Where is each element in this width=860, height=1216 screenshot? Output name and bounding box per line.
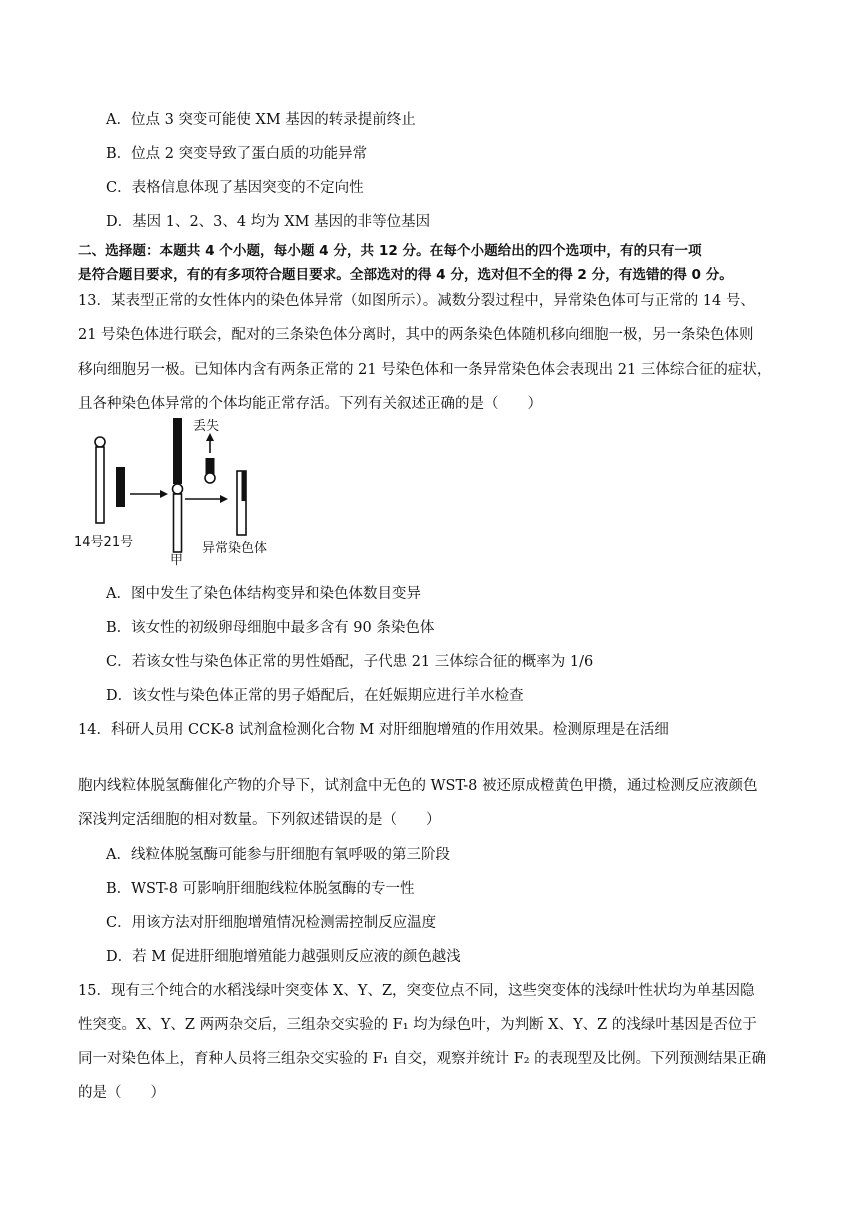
chromosome-14: [95, 437, 105, 523]
q15-stem-line3: 同一对染色体上，育种人员将三组杂交实验的 F₁ 自交，观察并统计 F₂ 的表现型及比例。下列预测结果正确: [78, 1051, 767, 1067]
q15-stem-line2: 性突变。X、Y、Z 两两杂交后，三组杂交实验的 F₁ 均为绿色叶，为判断 X、Y、Z 的浅绿叶基因是否位于: [78, 1017, 757, 1033]
chromosome-21: [116, 467, 125, 507]
q14-option-d: D．若 M 促进肝细胞增殖能力越强则反应液的颜色越浅: [106, 949, 461, 965]
q12-option-b: B．位点 2 突变导致了蛋白质的功能异常: [106, 146, 368, 162]
q15-stem-line1: 15．现有三个纯合的水稻浅绿叶突变体 X、Y、Z，突变位点不同，这些突变体的浅绿叶性状均为单基因隐: [78, 983, 755, 999]
chromosome-figure: [74, 418, 304, 570]
q12-option-d: D．基因 1、2、3、4 均为 XM 基因的非等位基因: [106, 214, 431, 230]
q14-option-a: A．线粒体脱氢酶可能参与肝细胞有氧呼吸的第三阶段: [106, 847, 450, 863]
q13-option-b: B．该女性的初级卵母细胞中最多含有 90 条染色体: [106, 620, 435, 636]
q12-option-c: C．表格信息体现了基因突变的不定向性: [106, 180, 364, 196]
q13-stem-line2: 21 号染色体进行联会，配对的三条染色体分离时，其中的两条染色体随机移向细胞一极，另一条染色体则: [78, 327, 754, 343]
section2-instructions-line1: 二、选择题：本题共 4 个小题，每小题 4 分，共 12 分。在每个小题给出的四个选项中，有的只有一项: [78, 243, 702, 259]
abnormal-chromosome: [237, 471, 247, 535]
q14-stem-line1: 14．科研人员用 CCK-8 试剂盒检测化合物 M 对肝细胞增殖的作用效果。检测原理是在活细: [78, 722, 669, 738]
arrow-to-jia: [130, 490, 168, 498]
q13-option-a: A．图中发生了染色体结构变异和染色体数目变异: [106, 586, 421, 602]
label-lost: 丢失: [193, 419, 220, 434]
q15-stem-line4: 的是（ ）: [78, 1085, 165, 1101]
q13-stem-line4: 且各种染色体异常的个体均能正常存活。下列有关叙述正确的是（ ）: [78, 396, 542, 412]
label-14-21: 14号21号: [74, 535, 134, 550]
lost-fragment: [205, 433, 215, 483]
section2-instructions-line2: 是符合题目要求，有的有多项符合题目要求。全部选对的得 4 分，选对但不全的得 2 分，有选错的得 0 分。: [78, 267, 733, 283]
q14-stem-line3: 深浅判定活细胞的相对数量。下列叙述错误的是（ ）: [78, 812, 441, 828]
q14-option-b: B．WST-8 可影响肝细胞线粒体脱氢酶的专一性: [106, 881, 415, 897]
q13-option-d: D．该女性与染色体正常的男子婚配后，在妊娠期应进行羊水检查: [106, 688, 524, 704]
label-abnormal-chromosome: 异常染色体: [202, 541, 268, 556]
arrow-to-abnormal: [185, 495, 228, 503]
q12-option-a: A．位点 3 突变可能使 XM 基因的转录提前终止: [106, 112, 416, 128]
chromosome-jia: [173, 418, 183, 552]
q13-stem-line3: 移向细胞另一极。已知体内含有两条正常的 21 号染色体和一条异常染色体会表现出 21 三体综合征的症状，: [78, 362, 772, 378]
q13-option-c: C．若该女性与染色体正常的男性婚配，子代患 21 三体综合征的概率为 1/6: [106, 654, 594, 670]
q14-stem-line2: 胞内线粒体脱氢酶催化产物的介导下，试剂盒中无色的 WST-8 被还原成橙黄色甲攒，通过检测反应液颜色: [78, 778, 758, 794]
q13-stem-line1: 13．某表型正常的女性体内的染色体异常（如图所示）。减数分裂过程中，异常染色体可与正常的 14 号、: [78, 293, 755, 309]
label-jia: 甲: [170, 553, 184, 568]
q14-option-c: C．用该方法对肝细胞增殖情况检测需控制反应温度: [106, 915, 437, 931]
